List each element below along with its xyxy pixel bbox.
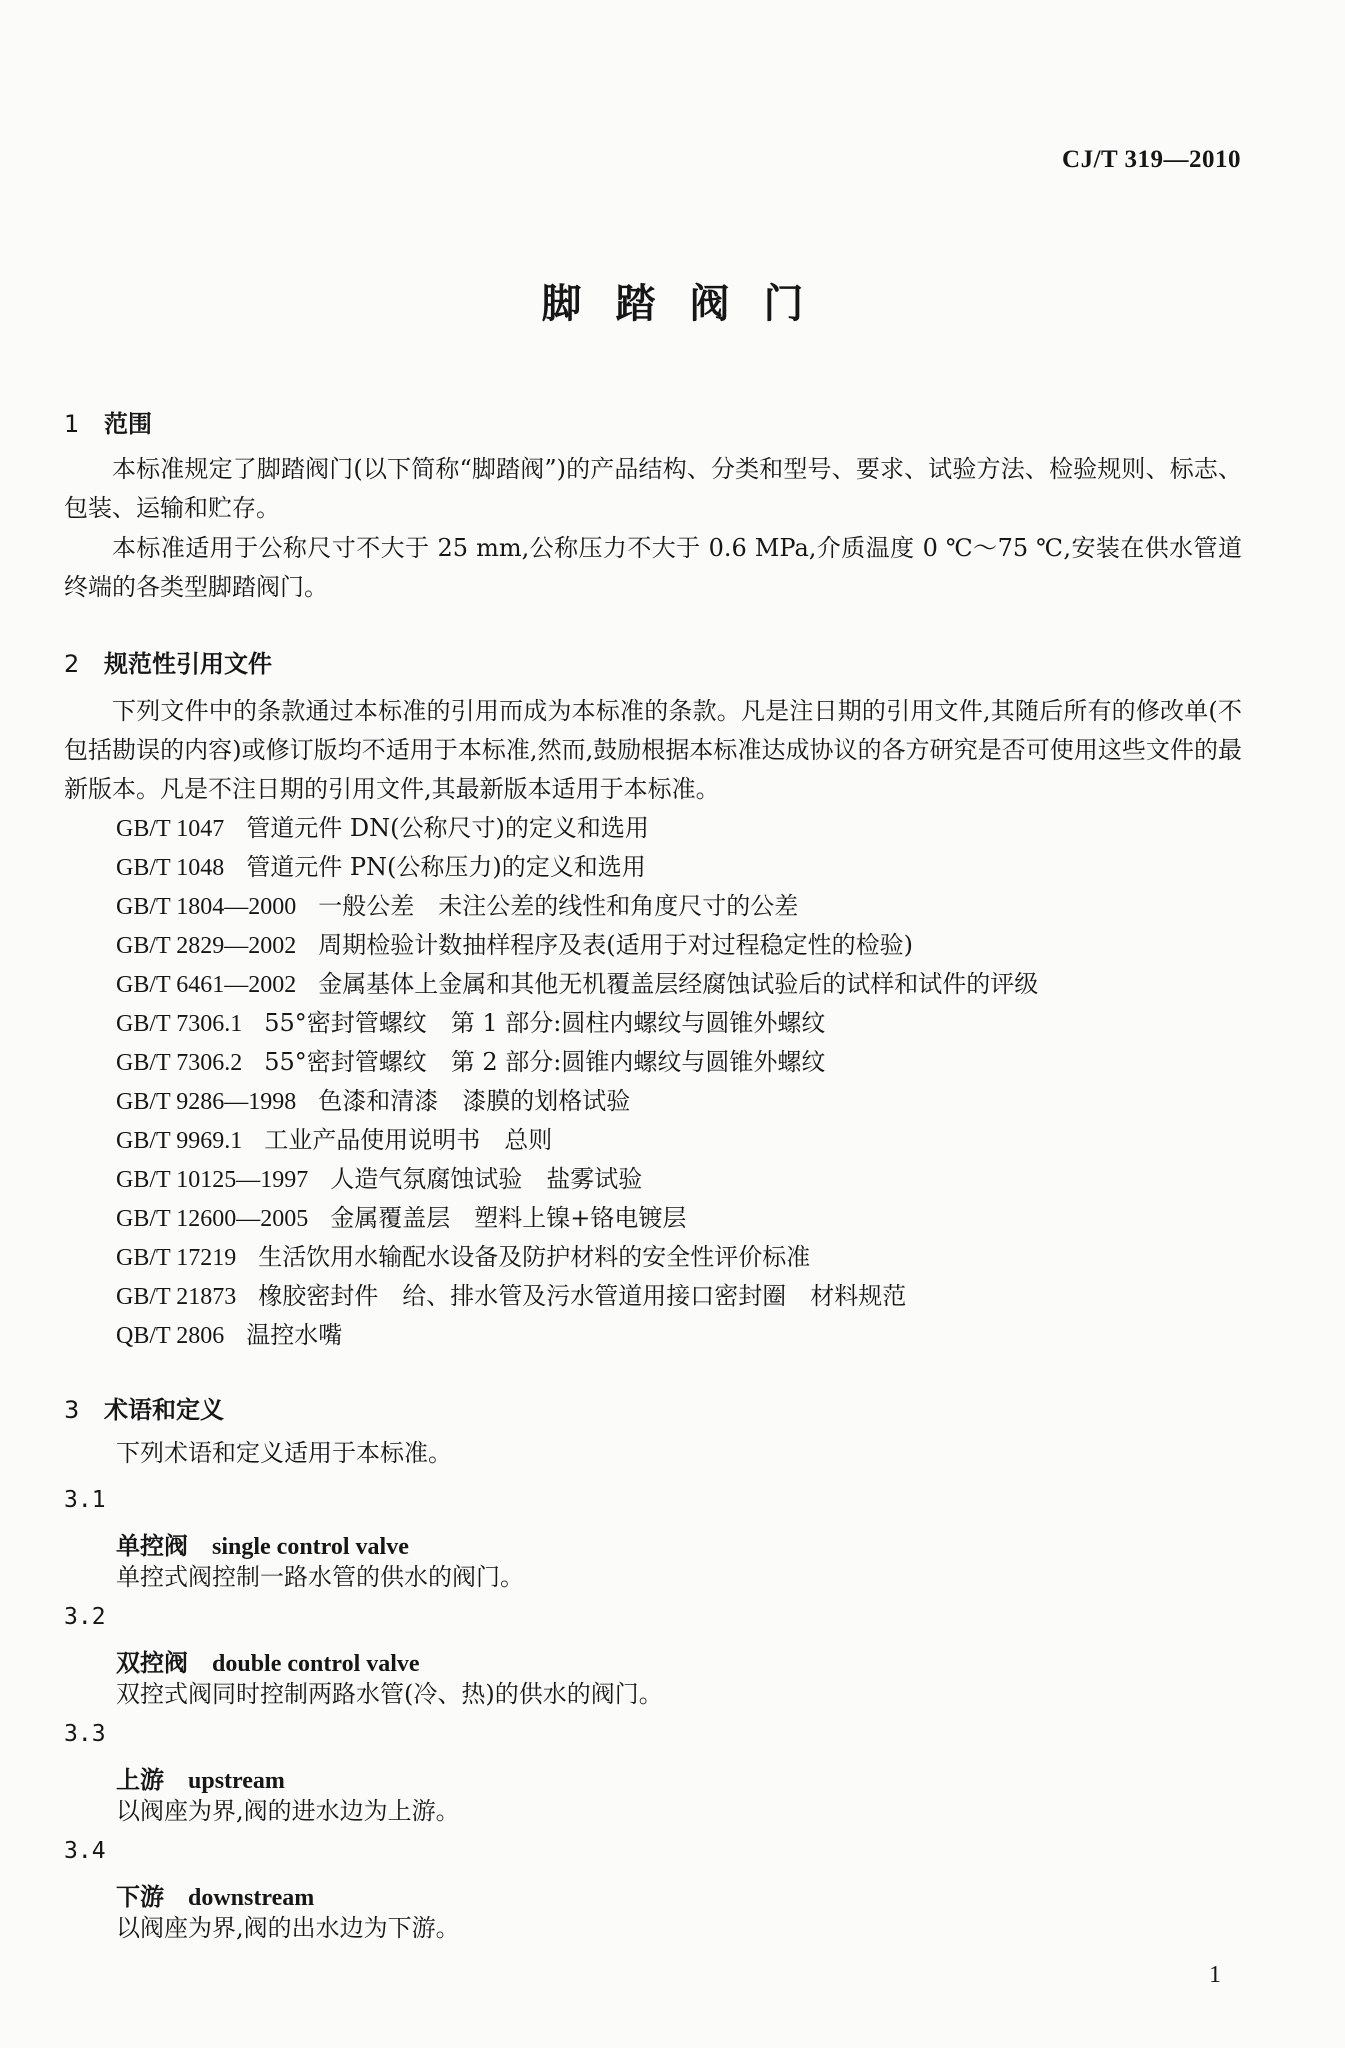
reference-item [116,1238,810,1278]
reference-title: 橡胶密封件 给、排水管及污水管道用接口密封圈 材料规范 [258,1282,907,1310]
reference-code: GB/T 2829—2002 [116,933,297,959]
term-definition: 以阀座为界,阀的出水边为下游。 [116,1914,460,1942]
reference-item [116,1121,552,1161]
reference-code: GB/T 9969.1 [116,1128,243,1154]
section-heading-3 [64,1390,224,1425]
term-heading [116,1526,409,1561]
reference-code: GB/T 9286—1998 [116,1089,297,1115]
reference-title: 一般公差 未注公差的线性和角度尺寸的公差 [318,892,799,920]
term-zh: 上游 [116,1765,164,1794]
reference-code: GB/T 12600—2005 [116,1206,309,1232]
reference-code: GB/T 17219 [116,1245,237,1271]
standard-code: CJ/T 319—2010 [1062,146,1241,173]
term-number: 3.1 [64,1487,106,1513]
term-heading [116,1760,285,1795]
term-zh: 单控阀 [116,1531,188,1560]
reference-code: GB/T 1048 [116,855,225,881]
paragraph: 本标准适用于公称尺寸不大于 25 mm,公称压力不大于 0.6 MPa,介质温度 0 ℃～75 ℃,安装在供水管道终端的各类型脚踏阀门。 [64,534,1242,601]
reference-item [116,1004,825,1044]
paragraph: 本标准规定了脚踏阀门(以下简称“脚踏阀”)的产品结构、分类和型号、要求、试验方法、检验规则、标志、包装、运输和贮存。 [64,455,1242,522]
term-zh: 下游 [116,1882,164,1911]
section-number: 2 [64,650,80,678]
term-heading [116,1877,314,1912]
term-definition: 以阀座为界,阀的进水边为上游。 [116,1797,460,1825]
reference-title: 金属覆盖层 塑料上镍+铬电镀层 [330,1204,687,1232]
term-en: double control valve [212,1651,420,1677]
reference-title: 色漆和清漆 漆膜的划格试验 [318,1087,631,1115]
reference-code: GB/T 7306.1 [116,1011,243,1037]
reference-title: 周期检验计数抽样程序及表(适用于对过程稳定性的检验) [318,931,913,959]
reference-item [116,1043,825,1083]
section-number: 1 [64,410,80,438]
term-number: 3.4 [64,1838,106,1864]
term-en: upstream [188,1768,285,1794]
page-number: 1 [1209,1962,1221,1988]
reference-title: 温控水嘴 [246,1321,343,1349]
paragraph: 下列术语和定义适用于本标准。 [116,1439,452,1467]
reference-item [116,926,913,966]
reference-item [116,887,798,927]
term-definition: 单控式阀控制一路水管的供水的阀门。 [116,1563,524,1591]
reference-code: GB/T 6461—2002 [116,972,297,998]
section-title: 术语和定义 [104,1396,224,1424]
term-heading [116,1643,420,1678]
section-title: 规范性引用文件 [104,650,272,678]
reference-item [116,1316,342,1356]
reference-title: 人造气氛腐蚀试验 盐雾试验 [330,1165,643,1193]
reference-item [116,1199,686,1239]
reference-item [116,1160,642,1200]
reference-item [116,1277,906,1317]
reference-title: 55°密封管螺纹 第 1 部分:圆柱内螺纹与圆锥外螺纹 [264,1009,826,1037]
section-heading-2 [64,644,272,679]
document-title: 脚踏阀门 [541,281,838,327]
section-number: 3 [64,1396,80,1424]
reference-item [116,965,1038,1005]
reference-code: GB/T 7306.2 [116,1050,243,1076]
paragraph: 下列文件中的条款通过本标准的引用而成为本标准的条款。凡是注日期的引用文件,其随后所有的修改单(不包括勘误的内容)或修订版均不适用于本标准,然而,鼓励根据本标准达成协议的各方研究是否可使用这些文件的最新版本。凡是不注日期的引用文件,其最新版本适用于本标准。 [64,697,1242,803]
term-en: downstream [188,1885,315,1911]
term-number: 3.2 [64,1604,106,1630]
reference-item [116,809,649,849]
section-title: 范围 [104,410,152,438]
reference-title: 管道元件 DN(公称尺寸)的定义和选用 [246,814,649,842]
reference-code: GB/T 1047 [116,816,225,842]
term-en: single control valve [212,1534,409,1560]
reference-code: QB/T 2806 [116,1323,225,1349]
reference-item [116,1082,630,1122]
term-zh: 双控阀 [116,1648,188,1677]
reference-code: GB/T 21873 [116,1284,237,1310]
reference-title: 管道元件 PN(公称压力)的定义和选用 [246,853,646,881]
reference-title: 金属基体上金属和其他无机覆盖层经腐蚀试验后的试样和试件的评级 [318,970,1039,998]
section-heading-1 [64,404,152,439]
reference-code: GB/T 1804—2000 [116,894,297,920]
term-number: 3.3 [64,1721,106,1747]
reference-title: 55°密封管螺纹 第 2 部分:圆锥内螺纹与圆锥外螺纹 [264,1048,826,1076]
term-definition: 双控式阀同时控制两路水管(冷、热)的供水的阀门。 [116,1680,663,1708]
reference-title: 生活饮用水输配水设备及防护材料的安全性评价标准 [258,1243,811,1271]
reference-code: GB/T 10125—1997 [116,1167,309,1193]
reference-item [116,848,646,888]
reference-title: 工业产品使用说明书 总则 [264,1126,553,1154]
